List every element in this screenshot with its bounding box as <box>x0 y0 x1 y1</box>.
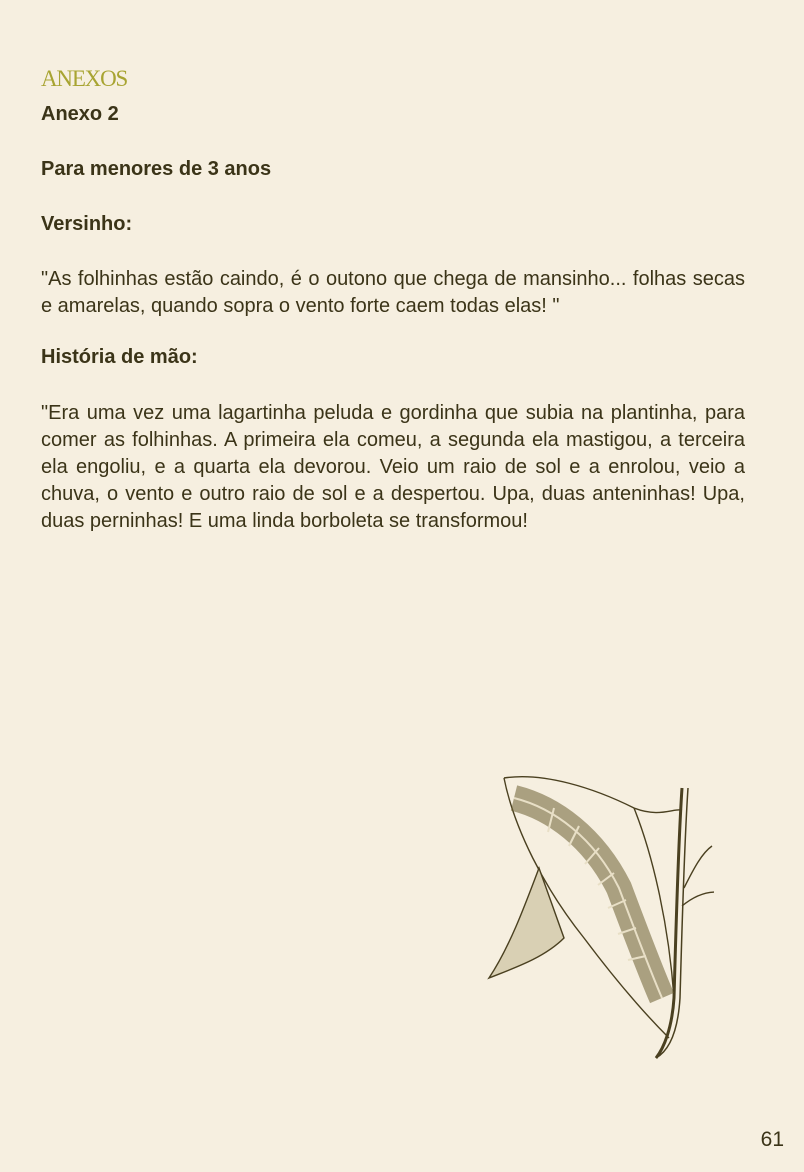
annex-title: Anexo 2 <box>41 103 119 125</box>
hand-story-text: "Era uma vez uma lagartinha peluda e gordinha que subia na plantinha, para comer as folhinhas. A primeira ela comeu, a segunda ela mastigou, a terceira ela engoliu, e a quarta ela devorou. Veio um raio de sol e a enrolou, veio a chuva, o vento e outro raio de sol e a despertou. Upa, duas anteninhas! Upa, duas perninhas! E uma linda borboleta se transformou! <box>41 402 745 532</box>
hand-story-heading: História de mão: <box>41 346 198 368</box>
section-label: ANEXOS <box>41 66 128 91</box>
verse-heading: Versinho: <box>41 213 133 235</box>
page-number: 61 <box>760 1128 784 1151</box>
caterpillar-illustration <box>484 768 714 1063</box>
verse-text: "As folhinhas estão caindo, é o outono que chega de mansinho... folhas secas e amarelas, quando sopra o vento forte caem todas elas! " <box>41 268 745 317</box>
age-group-heading: Para menores de 3 anos <box>41 158 272 180</box>
caterpillar-leaf-icon <box>484 768 714 1063</box>
